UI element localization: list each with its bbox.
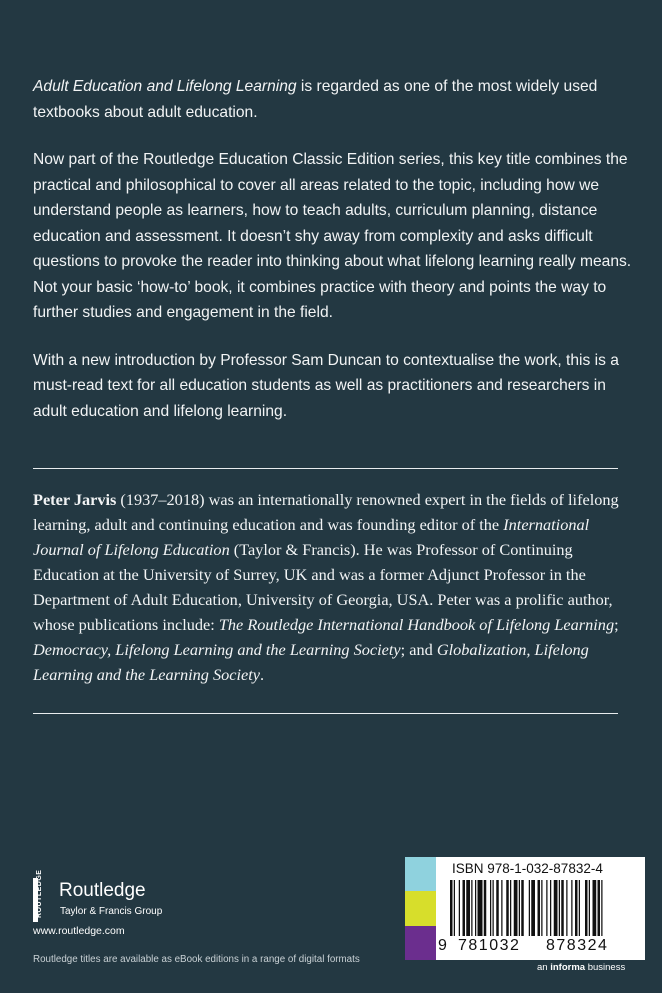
barcode-bar [484,880,487,936]
barcode-bar [541,880,542,936]
barcode-bar [514,880,518,936]
journal-title: International Journal of Lifelong Education [33,515,590,559]
barcode-bar [496,880,499,936]
barcode-bar [490,880,491,936]
barcode-bar [475,880,476,936]
barcode-bar [471,880,472,936]
bio-end: . [260,665,265,684]
author-bio [33,487,633,687]
barcode-bars [450,880,636,936]
publication-2: Democracy, Lifelong Learning and the Learning Society [33,640,401,659]
barcode-bar [450,880,453,936]
barcode-bar [598,880,601,936]
informa-business-note [537,962,625,973]
barcode-bar [459,880,460,936]
barcode-bar [493,880,494,936]
barcode-bar [531,880,535,936]
ebook-note: Routledge titles are available as eBook editions in a range of digital formats [33,954,360,965]
barcode-bar [559,880,560,936]
barcode-bar [571,880,572,936]
book-title: Adult Education and Lifelong Learning [33,78,297,95]
routledge-logo-mark [33,869,47,922]
barcode-bar [529,880,530,936]
logo-vertical-text: ROUTLEDGE [36,869,43,918]
divider-top [33,468,618,469]
author-name: Peter Jarvis [33,490,117,509]
bio-text-2: (Taylor & Francis). He was Professor of Continuing Education at the University of Surrey, UK and was a former Adjunct Professor in the Department of Adult Education, University of Georgia, USA. Peter was a prolific author, whose publications include: [33,540,613,634]
barcode-bar [519,880,520,936]
publication-3: Globalization, Lifelong Learning and the Learning Society [33,640,589,684]
barcode-bar [478,880,483,936]
barcode-bar [521,880,524,936]
blurb-paragraph-2: Now part of the Routledge Education Classic Edition series, this key title combines the practical and philosophical to cover all areas related to the topic, including how we understand people as learners, how to teach adults, curriculum planning, distance education and assessment. It doesn’t shy away from complexity and asks difficult questions to provoke the reader into thinking about what lifelong learning really means. Not your basic ‘how-to’ book, it combines practice with theory and points the way to further studies and engagement in the field. [33,151,632,321]
barcode-bar [538,880,541,936]
barcode-bar [554,880,558,936]
color-bar-lime [405,891,436,925]
blurb-p1-text: is regarded as one of the most widely used textbooks about adult education. [33,78,598,121]
informa-prefix: an [537,962,551,973]
barcode-bar [463,880,466,936]
barcode-bar [466,880,470,936]
back-cover-blurb [33,74,633,446]
publisher-group: Taylor & Francis Group [60,906,163,917]
bio-sep-2: ; and [400,640,437,659]
barcode [436,857,645,960]
barcode-bar [589,880,590,936]
barcode-bar [501,880,502,936]
barcode-digit-first: 9 [438,937,447,954]
barcode-bar [506,880,509,936]
barcode-bar [454,880,455,936]
barcode-bar [593,880,597,936]
barcode-bar [579,880,580,936]
blurb-paragraph-3: With a new introduction by Professor Sam Duncan to contextualise the work, this is a must-read text for all education students as well as practitioners and researchers in adult education and lifelong learning. [33,351,619,420]
blurb-paragraph-1 [33,74,633,125]
publisher-website: www.routledge.com [33,925,125,937]
routledge-logo [33,869,213,922]
publication-1: The Routledge International Handbook of Lifelong Learning [218,615,615,634]
informa-word: informa [550,962,586,973]
barcode-bar [510,880,511,936]
bio-text-1: (1937–2018) was an internationally renowned expert in the fields of lifelong learning, adult and continuing education and was founding editor of the [33,490,619,534]
barcode-bar [566,880,567,936]
isbn-text: ISBN 978-1-032-87832-4 [452,861,603,876]
color-bar-purple [405,926,436,960]
publisher-name: Routledge [59,880,146,901]
barcode-bar [561,880,564,936]
bio-sep-1: ; [614,615,619,634]
barcode-bar [550,880,551,936]
barcode-bar [601,880,602,936]
barcode-digits-group-1: 781032 [458,937,521,954]
barcode-bar [575,880,578,936]
informa-suffix: business [585,962,626,973]
divider-bottom [33,713,618,714]
barcode-digits-group-2: 878324 [546,937,609,954]
color-bar-cyan [405,857,436,891]
color-bars [405,857,436,960]
barcode-bar [585,880,588,936]
barcode-bar [546,880,547,936]
author-bio-text [33,487,633,687]
